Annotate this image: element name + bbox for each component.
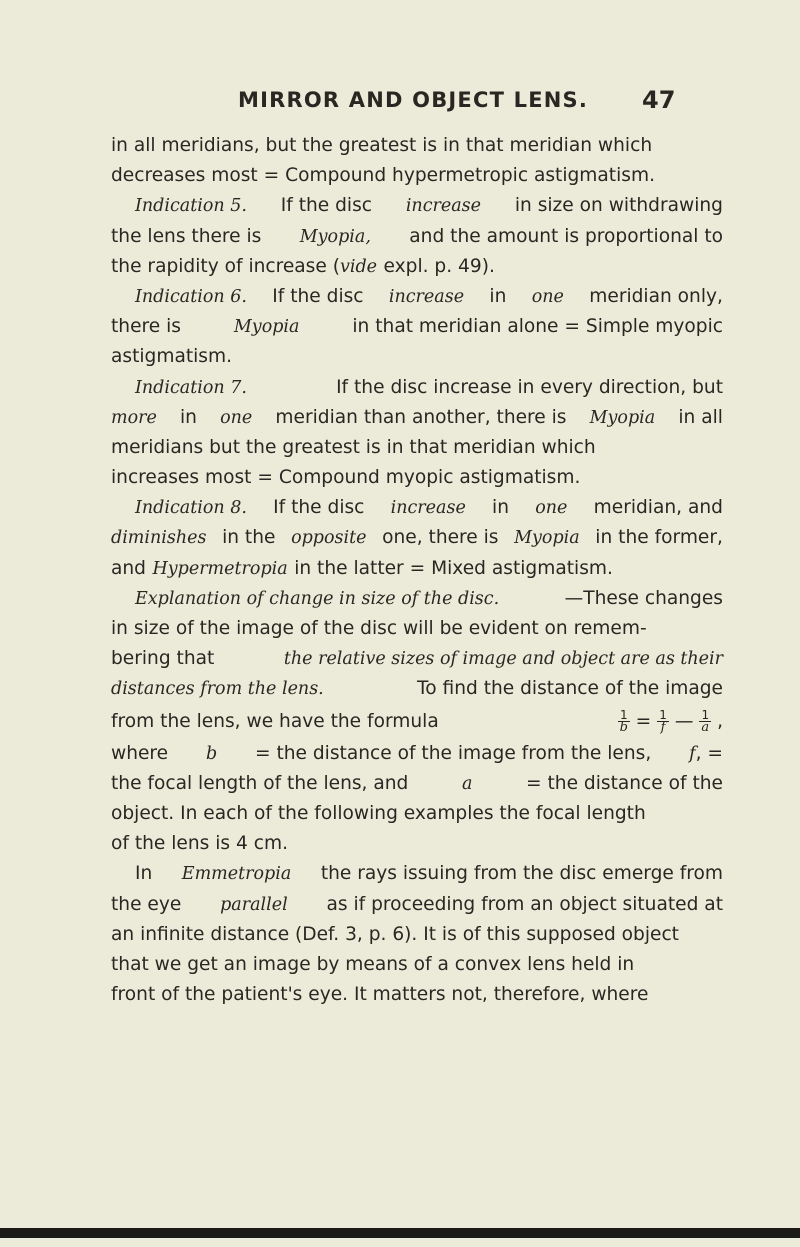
text-line: in size of the image of the disc will be evident on remem- [111, 618, 647, 639]
scan-bottom-edge [0, 1228, 800, 1238]
text-line: diminishes in the opposite one, there is Myopia in the former, [111, 527, 723, 549]
page-header [0, 88, 800, 118]
text-line: Indication 8. If the disc increase in one meridian, and [135, 497, 723, 519]
text-line: increases most = Compound myopic astigmatism. [111, 467, 581, 489]
text-line: bering that the relative sizes of image and object are as their [111, 648, 723, 670]
text-line: Indication 7. If the disc increase in every direction, but [135, 376, 723, 398]
text-line: astigmatism. [111, 346, 233, 368]
text-line: that we get an image by means of a convex lens held in [111, 953, 635, 975]
body-text [111, 131, 723, 1010]
text-line: the focal length of the lens, and a = the distance of the [111, 772, 723, 794]
fraction-1-over-f: $\frac{1}{f}$ [659, 708, 667, 736]
text-line: of the lens is 4 cm. [111, 833, 288, 855]
page-number: 47 [642, 86, 676, 114]
text-line: and Hypermetropia in the latter = Mixed astigmatism. [111, 557, 613, 579]
text-line: Explanation of change in size of the disc. —These changes [135, 587, 723, 609]
text-line: the lens there is Myopia, and the amount is proportional to [111, 225, 723, 247]
formula-line: from the lens, we have the formula $\frac{1}{b}$ = $\frac{1}{f}$ — $\frac{1}{a}$ , [111, 705, 723, 739]
running-head: MIRROR AND OBJECT LENS. [238, 88, 589, 112]
fraction-1-over-a: $\frac{1}{a}$ [701, 708, 710, 736]
text-line: where b = the distance of the image from the lens, f, = [111, 742, 723, 764]
text-line: decreases most = Compound hypermetropic astigmatism. [111, 165, 655, 187]
fraction-1-over-b: $\frac{1}{b}$ [619, 708, 628, 736]
text-line: In Emmetropia the rays issuing from the disc emerge from [135, 863, 723, 885]
text-line: front of the patient's eye. It matters not, therefore, where [111, 984, 649, 1006]
text-line: the rapidity of increase (vide expl. p. 49). [111, 255, 495, 277]
lens-formula: $\frac{1}{b}$ = $\frac{1}{f}$ — $\frac{1}{a}$ , [619, 708, 723, 736]
text-line: in all meridians, but the greatest is in that meridian which [111, 135, 653, 156]
text-line: meridians but the greatest is in that meridian which [111, 436, 596, 458]
text-line: distances from the lens. To find the distance of the image [111, 678, 723, 700]
text-line: an infinite distance (Def. 3, p. 6). It is of this supposed object [111, 923, 679, 945]
text-line: object. In each of the following examples the focal length [111, 802, 646, 824]
text-line: there is Myopia in that meridian alone = Simple myopic [111, 316, 723, 338]
text-line: the eye parallel as if proceeding from an object situated at [111, 893, 723, 915]
text-line: Indication 6. If the disc increase in one meridian only, [135, 285, 723, 307]
text-line: Indication 5. If the disc increase in size on withdrawing [135, 195, 723, 217]
text-line: more in one meridian than another, there is Myopia in all [111, 406, 723, 428]
